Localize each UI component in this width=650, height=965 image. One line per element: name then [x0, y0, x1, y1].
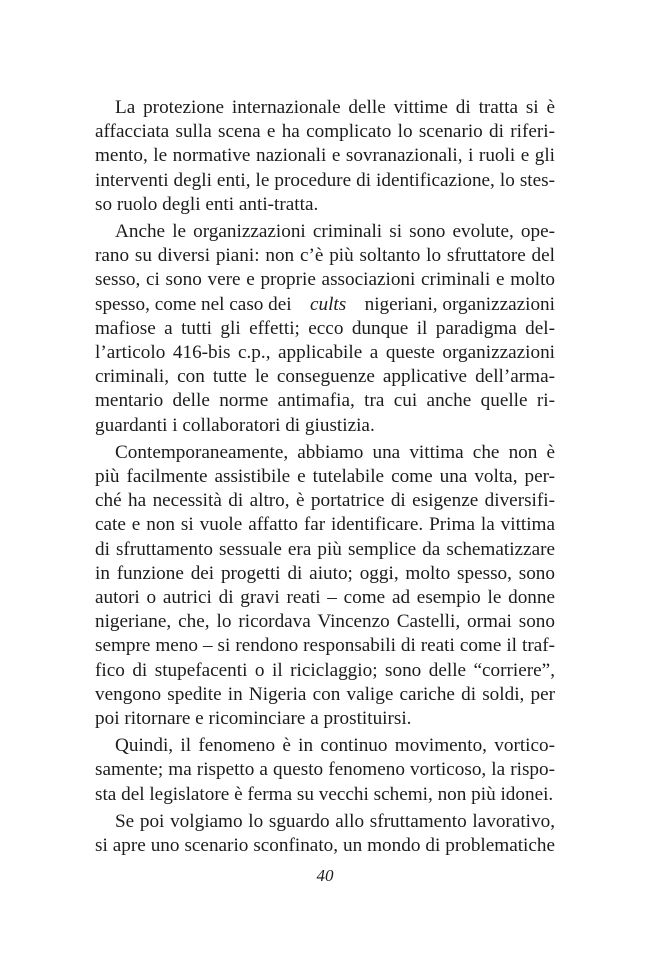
paragraph-2: [95, 220, 555, 438]
text-fragment: spesso, come nel caso dei: [95, 293, 297, 315]
text-line: rano su diversi piani: non c’è più soltanto lo sfruttatore del: [95, 245, 555, 267]
text-line: mento, le normative nazionali e sovranazionali, i ruoli e gli: [95, 145, 555, 167]
text-line: fico di stupefacenti o il riciclaggio; sono delle “corriere”,: [95, 659, 555, 681]
page-number: 40: [316, 866, 334, 885]
text-line-with-italic: [95, 293, 555, 317]
text-line: ché ha necessità di altro, è portatrice di esigenze diversifi-: [95, 490, 555, 512]
text-line: mafiose a tutti gli effetti; ecco dunque il paradigma del-: [95, 317, 555, 339]
paragraph-5: [95, 810, 555, 858]
text-line: samente; ma rispetto a questo fenomeno vorticoso, la rispo-: [95, 759, 555, 781]
text-line: Contemporaneamente, abbiamo una vittima che non è: [115, 441, 555, 463]
text-line: Anche le organizzazioni criminali si sono evolute, ope-: [115, 221, 555, 243]
text-line: affacciata sulla scena e ha complicato lo scenario di riferi-: [95, 121, 555, 143]
text-line: nigeriane, che, lo ricordava Vincenzo Castelli, ormai sono: [95, 611, 555, 633]
text-line: so ruolo degli enti anti-tratta.: [95, 193, 319, 215]
text-line: cate e non si vuole affatto far identificare. Prima la vittima: [95, 514, 555, 536]
text-line: vengono spedite in Nigeria con valige cariche di soldi, per: [95, 683, 555, 705]
text-line: sta del legislatore è ferma su vecchi schemi, non più idonei.: [95, 783, 554, 805]
text-line: autori o autrici di gravi reati – come ad esempio le donne: [95, 587, 555, 609]
text-line: criminali, con tutte le conseguenze applicative dell’arma-: [95, 366, 555, 388]
text-line: di sfruttamento sessuale era più semplice da schematizzare: [95, 538, 555, 560]
text-line: Quindi, il fenomeno è in continuo movimento, vortico-: [115, 735, 555, 757]
text-line: più facilmente assistibile e tutelabile come una volta, per-: [95, 466, 555, 488]
text-fragment: nigeriani, organizzazioni: [359, 293, 555, 315]
italic-term: cults: [309, 293, 347, 315]
paragraph-1: [95, 96, 555, 217]
text-line: si apre uno scenario sconfinato, un mondo di problematiche: [95, 835, 555, 857]
text-line: interventi degli enti, le procedure di identificazione, lo stes-: [95, 169, 555, 191]
text-line: l’articolo 416-bis c.p., applicabile a queste organizzazioni: [95, 342, 555, 364]
text-line: poi ritornare e ricominciare a prostituirsi.: [95, 708, 412, 730]
paragraph-4: [95, 734, 555, 807]
text-line: sesso, ci sono vere e proprie associazioni criminali e molto: [95, 269, 555, 291]
text-line: Se poi volgiamo lo sguardo allo sfruttamento lavorativo,: [115, 810, 555, 832]
text-line: mentario delle norme antimafia, tra cui anche quelle ri-: [95, 390, 555, 412]
body-text: [95, 96, 555, 858]
text-line: La protezione internazionale delle vittime di tratta si è: [115, 97, 555, 118]
paragraph-3: [95, 441, 555, 731]
text-line: sempre meno – si rendono responsabili di reati come il traf-: [95, 635, 555, 657]
text-line: in funzione dei progetti di aiuto; oggi, molto spesso, sono: [95, 562, 555, 584]
text-line: guardanti i collaboratori di giustizia.: [95, 414, 375, 436]
